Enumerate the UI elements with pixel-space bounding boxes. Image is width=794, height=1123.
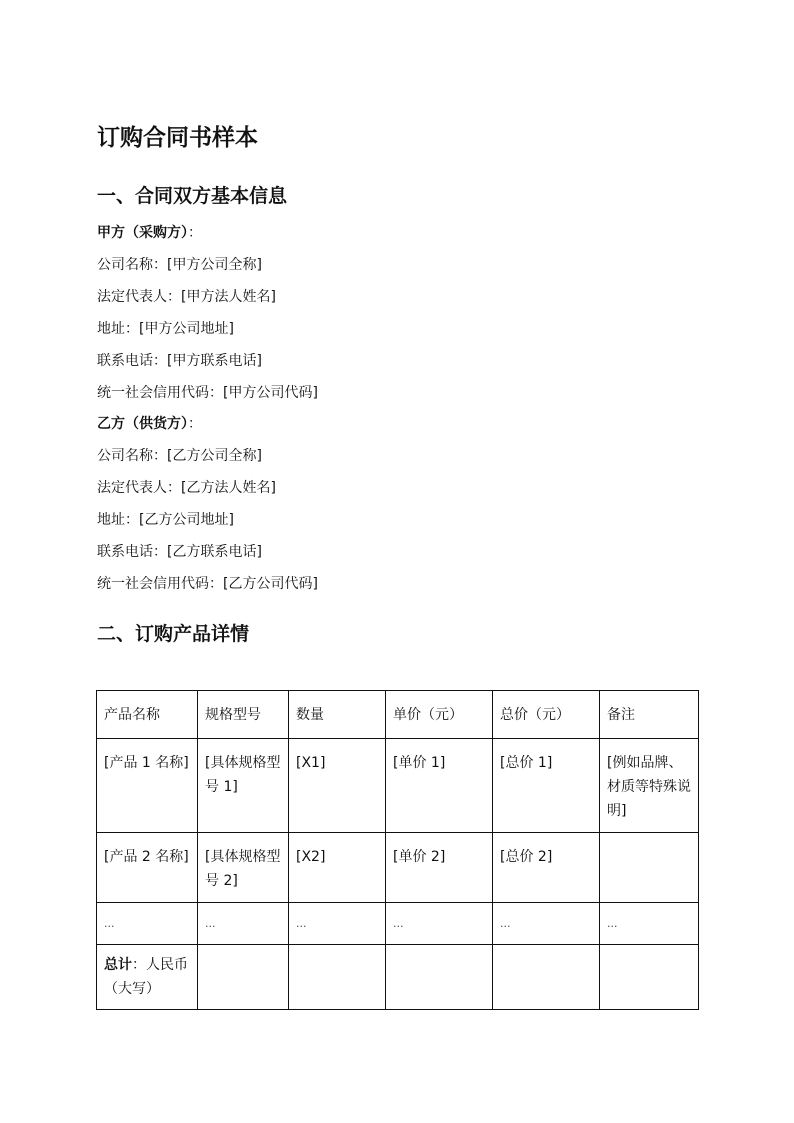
party-a-phone: 联系电话：[甲方联系电话]	[97, 353, 262, 369]
table-header-row	[97, 691, 699, 739]
cell-ellipsis: ...	[97, 903, 198, 945]
cell-ellipsis: ...	[600, 903, 699, 945]
header-spec-model: 规格型号	[198, 691, 289, 739]
header-total-price: 总价（元）	[493, 691, 600, 739]
party-a-header	[97, 222, 202, 244]
cell-quantity: [X2]	[289, 833, 386, 903]
party-a-legal-representative: 法定代表人：[甲方法人姓名]	[97, 289, 276, 305]
party-b-phone: 联系电话：[乙方联系电话]	[97, 544, 262, 560]
table-row	[97, 833, 699, 903]
cell-product-name: [产品 2 名称]	[97, 833, 198, 903]
total-label-text: ：人民币（大写）	[104, 957, 188, 997]
party-b-label: 乙方（供货方）	[97, 416, 188, 432]
header-product-name: 产品名称	[97, 691, 198, 739]
cell-empty	[289, 945, 386, 1010]
cell-ellipsis: ...	[289, 903, 386, 945]
cell-spec-model: [具体规格型号 2]	[198, 833, 289, 903]
cell-total-price: [总价 1]	[493, 739, 600, 833]
table-row	[97, 903, 699, 945]
section-heading-product-details: 二、订购产品详情	[97, 623, 250, 645]
header-unit-price: 单价（元）	[386, 691, 493, 739]
party-a-label: 甲方（采购方）	[97, 225, 188, 241]
cell-spec-model: [具体规格型号 1]	[198, 739, 289, 833]
cell-remarks: [例如品牌、材质等特殊说明]	[600, 739, 699, 833]
party-b-address: 地址：[乙方公司地址]	[97, 512, 234, 528]
total-label: 总计	[104, 957, 132, 973]
party-a-company-name: 公司名称：[甲方公司全称]	[97, 257, 262, 273]
cell-empty	[198, 945, 289, 1010]
cell-unit-price: [单价 2]	[386, 833, 493, 903]
cell-empty	[600, 945, 699, 1010]
section-heading-party-info: 一、合同双方基本信息	[97, 185, 288, 207]
party-b-header	[97, 413, 202, 435]
party-b-colon: ：	[188, 416, 202, 432]
table-total-row	[97, 945, 699, 1010]
party-b-legal-representative: 法定代表人：[乙方法人姓名]	[97, 480, 276, 496]
cell-ellipsis: ...	[198, 903, 289, 945]
cell-empty	[493, 945, 600, 1010]
party-a-address: 地址：[甲方公司地址]	[97, 321, 234, 337]
cell-ellipsis: ...	[493, 903, 600, 945]
party-b-company-name: 公司名称：[乙方公司全称]	[97, 448, 262, 464]
party-a-credit-code: 统一社会信用代码：[甲方公司代码]	[97, 385, 318, 401]
cell-total-price: [总价 2]	[493, 833, 600, 903]
cell-remarks	[600, 833, 699, 903]
party-a-colon: ：	[188, 225, 202, 241]
cell-quantity: [X1]	[289, 739, 386, 833]
product-table	[96, 690, 699, 1010]
cell-empty	[386, 945, 493, 1010]
party-b-credit-code: 统一社会信用代码：[乙方公司代码]	[97, 576, 318, 592]
cell-ellipsis: ...	[386, 903, 493, 945]
header-remarks: 备注	[600, 691, 699, 739]
cell-product-name: [产品 1 名称]	[97, 739, 198, 833]
cell-unit-price: [单价 1]	[386, 739, 493, 833]
document-title: 订购合同书样本	[97, 125, 258, 151]
header-quantity: 数量	[289, 691, 386, 739]
table-row	[97, 739, 699, 833]
cell-total-label	[97, 945, 198, 1010]
